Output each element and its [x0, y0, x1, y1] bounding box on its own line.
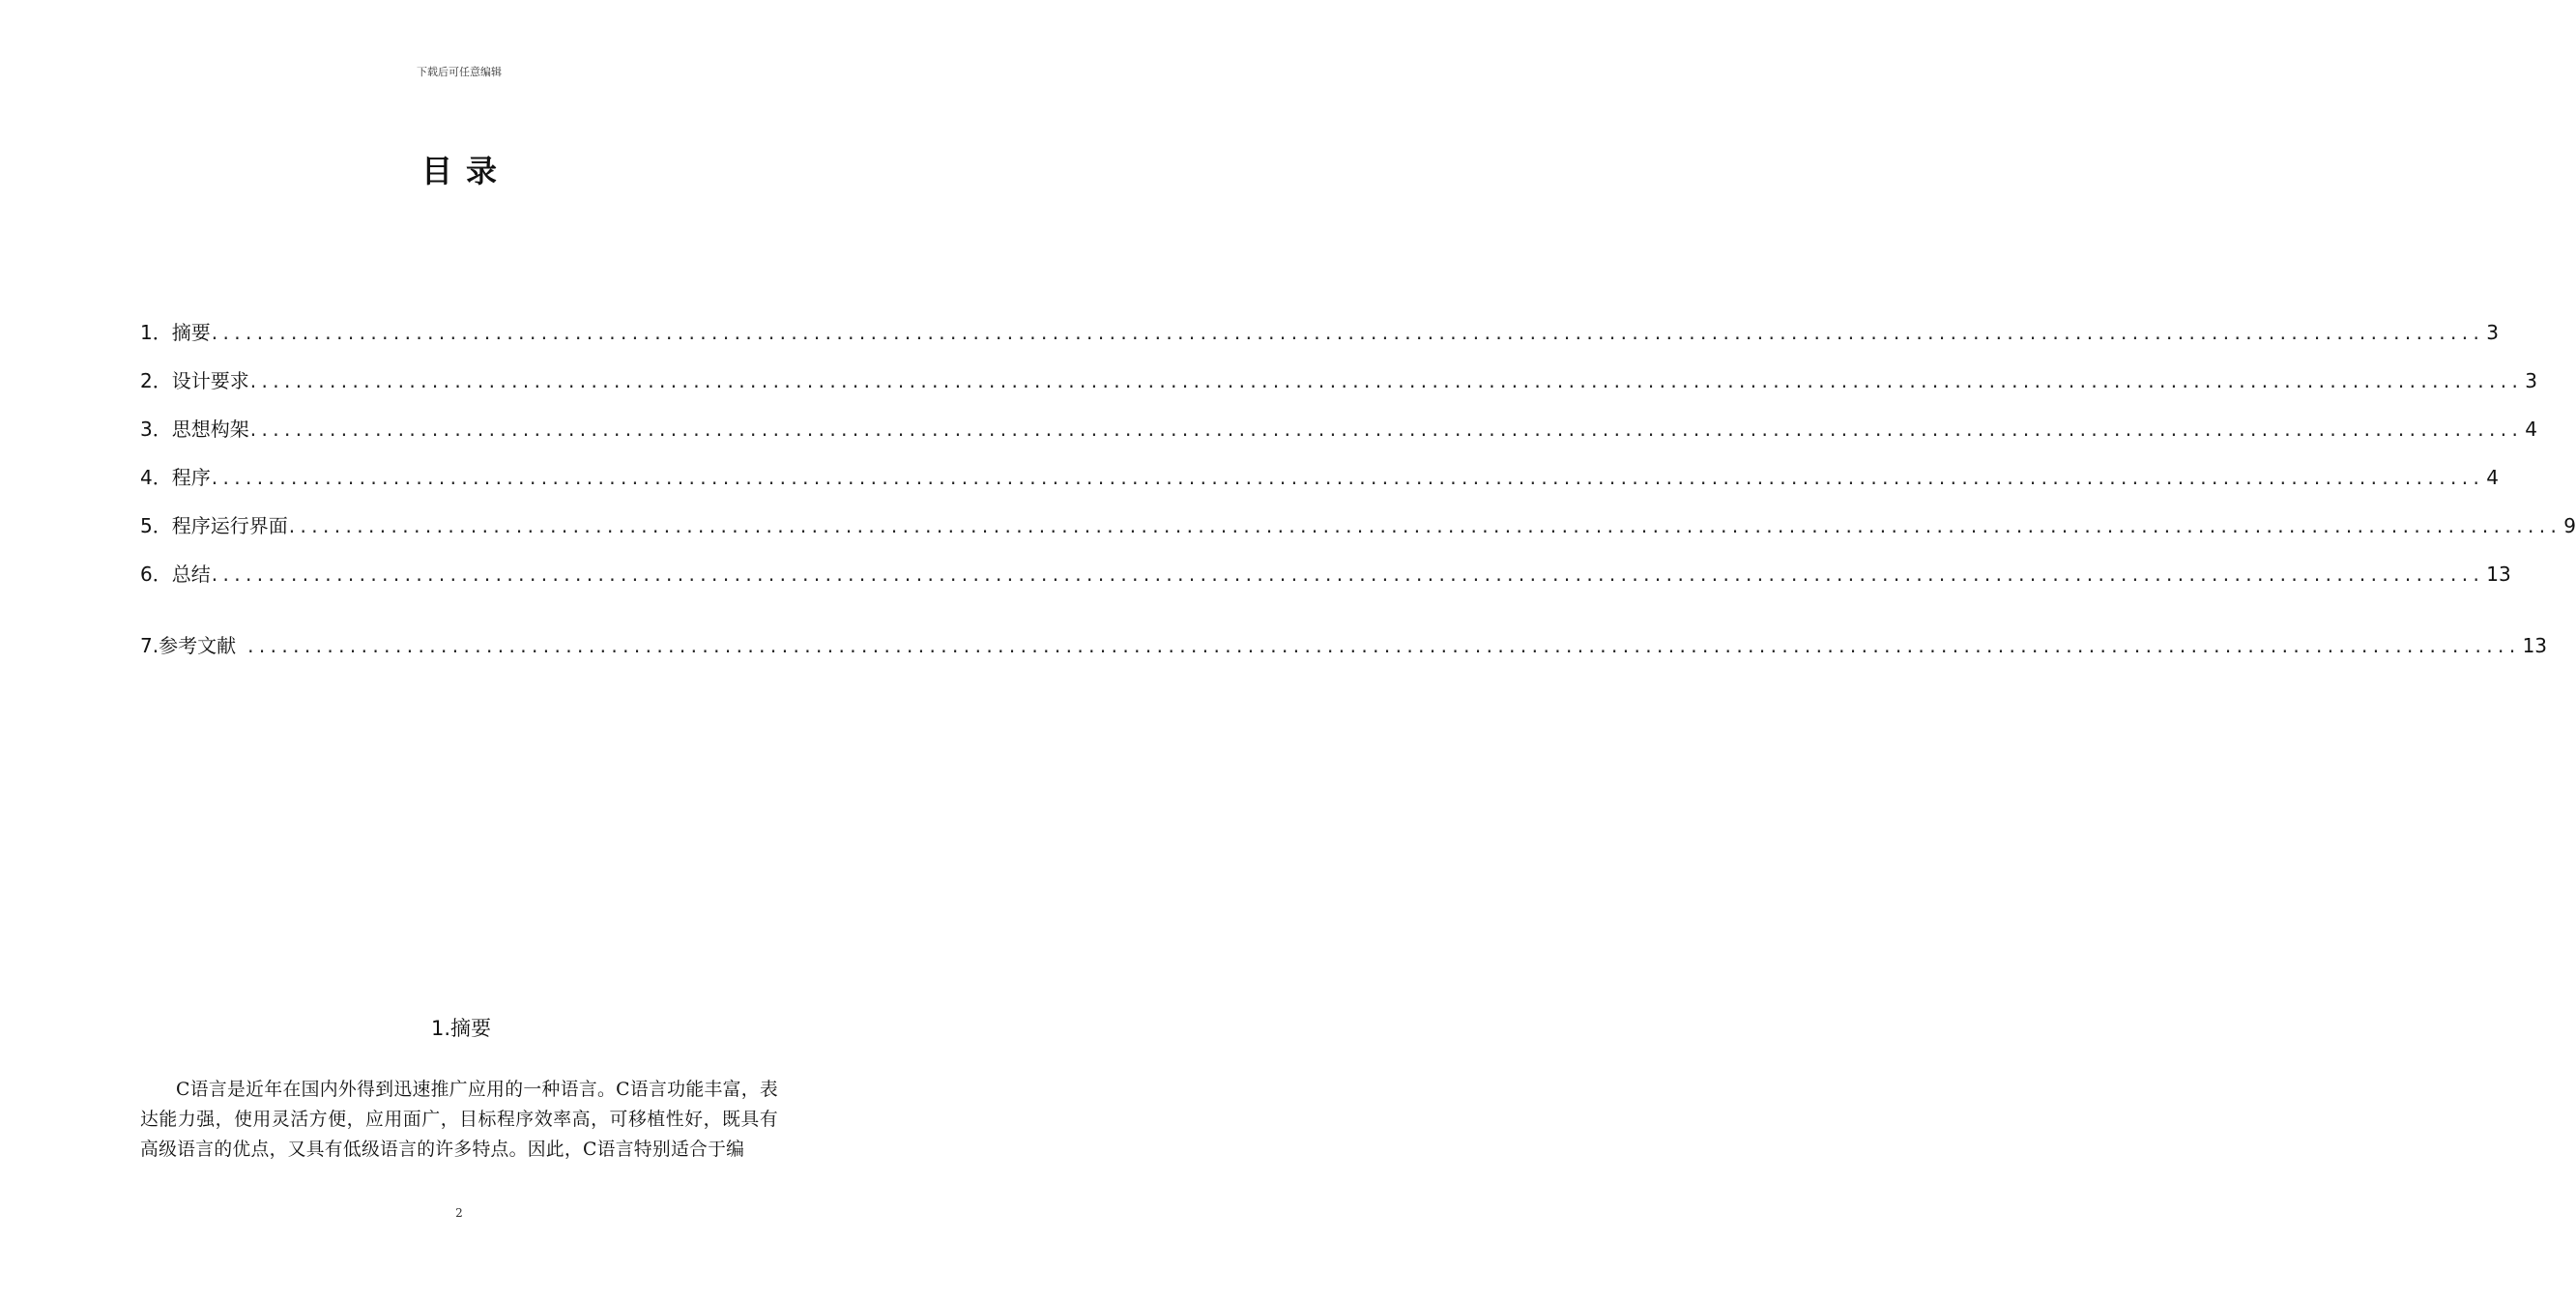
toc-entry-label: 7.参考文献: [140, 634, 237, 657]
table-of-contents: [140, 318, 2576, 679]
toc-entry-page: 4: [2525, 418, 2537, 441]
toc-entry-page: 4: [2486, 466, 2499, 489]
toc-dot-leader: ........................................................................................................................................................................................................: [211, 563, 2485, 586]
toc-entry[interactable]: [140, 463, 2499, 511]
toc-dot-leader: ........................................................................................................................................................................................................: [211, 466, 2485, 489]
toc-entry-label: 5．程序运行界面: [140, 514, 288, 537]
toc-entry[interactable]: [140, 511, 2576, 560]
toc-entry-label: 3．思想构架: [140, 418, 249, 441]
toc-entry[interactable]: [140, 631, 2548, 679]
toc-entry-page: 9: [2563, 514, 2576, 537]
toc-dot-leader: ........................................................................................................................................................................................................: [211, 321, 2485, 344]
toc-entry-label: 6．总结: [140, 563, 211, 586]
toc-entry[interactable]: [140, 415, 2537, 463]
toc-entry-label: 2．设计要求: [140, 369, 249, 392]
section-heading: 1.摘要: [430, 1017, 492, 1040]
page-number: 2: [455, 1206, 463, 1220]
abstract-paragraph: C语言是近年在国内外得到迅速推广应用的一种语言。C语言功能丰富，表达能力强，使用灵活方便，应用面广，目标程序效率高，可移植性好，既具有高级语言的优点，又具有低级语言的许多特点。因此，C语言特别适合于编: [140, 1080, 778, 1160]
header-note: 下载后可任意编辑: [417, 66, 502, 78]
toc-entry-page: 3: [2525, 369, 2537, 392]
toc-entry-label: 4．程序: [140, 466, 211, 489]
toc-title: 目录: [420, 153, 510, 189]
toc-dot-leader: ........................................................................................................................................................................................................: [247, 634, 2521, 657]
toc-entry[interactable]: [140, 366, 2537, 415]
toc-dot-leader: ........................................................................................................................................................................................................: [249, 369, 2524, 392]
toc-entry-page: 13: [2522, 634, 2548, 657]
toc-entry-page: 13: [2486, 563, 2511, 586]
toc-dot-leader: ........................................................................................................................................................................................................: [249, 418, 2524, 441]
toc-dot-leader: ........................................................................................................................................................................................................: [288, 514, 2562, 537]
toc-entry[interactable]: [140, 560, 2511, 608]
toc-entry-page: 3: [2486, 321, 2499, 344]
toc-entry[interactable]: [140, 318, 2499, 366]
toc-entry-label: 1．摘要: [140, 321, 211, 344]
